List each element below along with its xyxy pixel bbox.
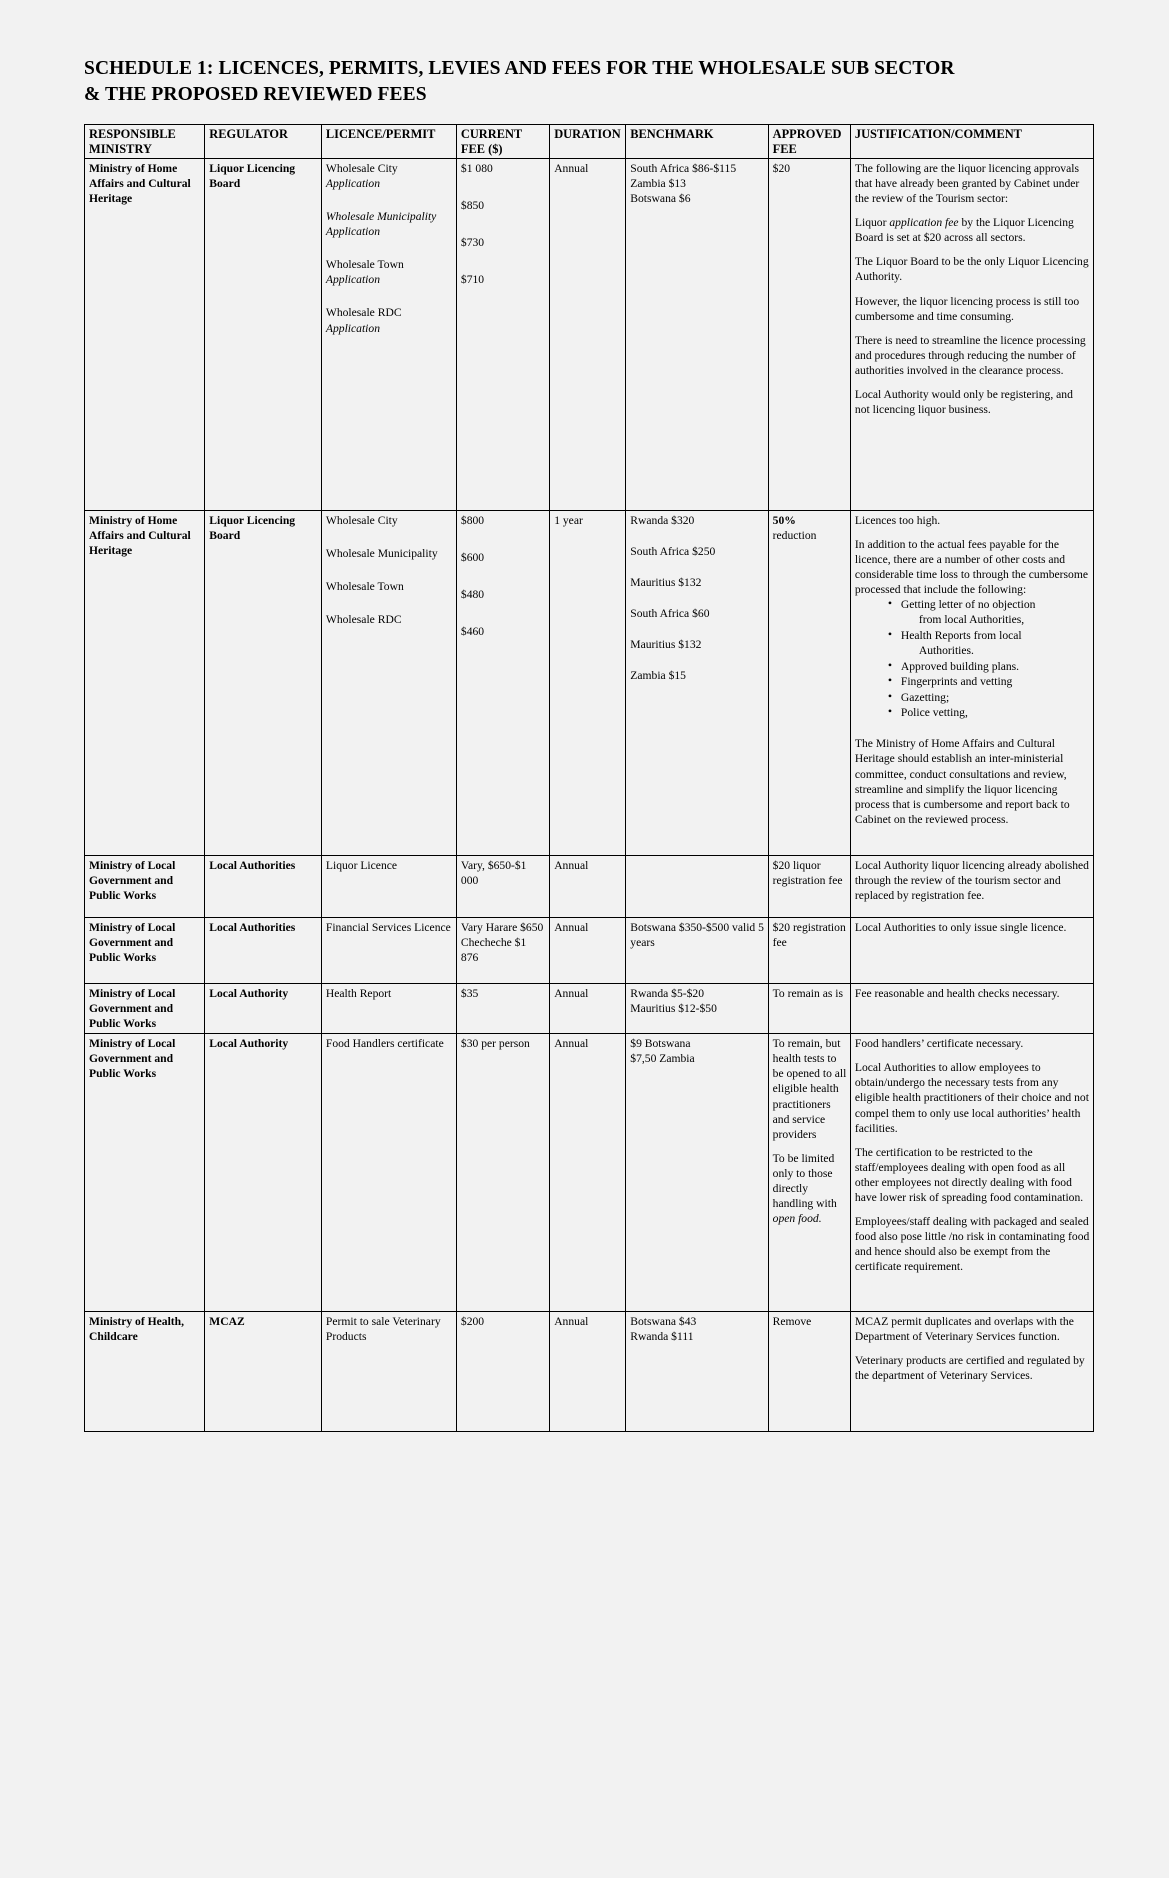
cell-regulator: Local Authorities bbox=[205, 856, 322, 918]
cell-approved-fee bbox=[768, 511, 850, 856]
col-header-licence-permit: LICENCE/PERMIT bbox=[321, 124, 456, 158]
cell-benchmark bbox=[626, 856, 768, 918]
cell-licence-permit: Health Report bbox=[321, 984, 456, 1034]
licence-entry bbox=[326, 209, 453, 239]
cell-duration: Annual bbox=[550, 1312, 626, 1432]
justification-paragraph: Employees/staff dealing with packaged and sealed food also pose little /no risk in contaminating food and hence should also be exempt from the certificate requirement. bbox=[854, 1214, 1090, 1274]
benchmark-item: Rwanda $111 bbox=[630, 1330, 694, 1344]
benchmark-item: Mauritius $12-$50 bbox=[630, 1002, 717, 1016]
cell-approved-fee: $20 registration fee bbox=[768, 918, 850, 984]
cell-justification bbox=[850, 511, 1093, 856]
cell-regulator: Local Authority bbox=[205, 1034, 322, 1312]
justification-paragraph: Veterinary products are certified and regulated by the department of Veterinary Services. bbox=[854, 1354, 1085, 1383]
justification-paragraph: The Ministry of Home Affairs and Cultural Heritage should establish an inter-ministerial committee, conduct consultations and review, streamline and simplify the liquor licencing process that is cumbersome and report back to Cabinet on the reviewed process. bbox=[854, 737, 1070, 826]
licence-subtype: Application bbox=[325, 273, 380, 287]
fee-value: $480 bbox=[460, 588, 485, 602]
col-header-current-fee: CURRENT FEE ($) bbox=[456, 124, 549, 158]
italic-phrase: open food. bbox=[772, 1211, 822, 1225]
cell-approved-fee: $20 bbox=[768, 159, 850, 511]
fee-value: $710 bbox=[460, 273, 485, 287]
cell-duration: Annual bbox=[550, 918, 626, 984]
cell-approved-fee: To remain as is bbox=[768, 984, 850, 1034]
cell-approved-fee: Remove bbox=[768, 1312, 850, 1432]
list-item bbox=[901, 659, 1090, 674]
cell-justification bbox=[850, 159, 1093, 511]
cell-licence-permit bbox=[321, 511, 456, 856]
cell-benchmark: Botswana $350-$500 valid 5 years bbox=[626, 918, 768, 984]
cell-current-fee bbox=[456, 159, 549, 511]
cell-benchmark bbox=[626, 159, 768, 511]
licence-name: Wholesale City bbox=[325, 162, 398, 176]
justification-paragraph: Local Authority would only be registering, and not licencing liquor business. bbox=[854, 387, 1073, 416]
licence-subtype: Application bbox=[325, 177, 380, 191]
licence-subtype: Application bbox=[325, 321, 380, 335]
cell-regulator: Local Authorities bbox=[205, 918, 322, 984]
cell-current-fee bbox=[456, 511, 549, 856]
licence-name: Wholesale Town bbox=[325, 580, 404, 594]
cell-justification: Local Authority liquor licencing already abolished through the review of the tourism sector and replaced by registration fee. bbox=[850, 856, 1093, 918]
benchmark-item: Mauritius $132 bbox=[630, 638, 702, 652]
cell-licence-permit: Financial Services Licence bbox=[321, 918, 456, 984]
cell-approved-fee: $20 liquor registration fee bbox=[768, 856, 850, 918]
benchmark-item: Botswana $43 bbox=[630, 1315, 697, 1329]
cell-ministry: Ministry of Local Government and Public Works bbox=[85, 856, 205, 918]
table-header-row bbox=[85, 124, 1094, 158]
approved-fee-percent: 50% bbox=[772, 514, 796, 528]
benchmark-item: Botswana $6 bbox=[630, 192, 691, 206]
cell-ministry: Ministry of Home Affairs and Cultural Heritage bbox=[85, 159, 205, 511]
justification-paragraph: The following are the liquor licencing approvals that have already been granted by Cabinet under the review of the Tourism sector: bbox=[854, 162, 1080, 206]
licence-entry bbox=[326, 161, 453, 191]
cell-benchmark bbox=[626, 511, 768, 856]
cell-current-fee: $35 bbox=[456, 984, 549, 1034]
benchmark-item: Rwanda $320 bbox=[630, 514, 695, 528]
cell-current-fee: Vary Harare $650 Checheche $1 876 bbox=[456, 918, 549, 984]
col-header-approved-fee: APPROVED FEE bbox=[768, 124, 850, 158]
cell-ministry: Ministry of Health, Childcare bbox=[85, 1312, 205, 1432]
cell-regulator: MCAZ bbox=[205, 1312, 322, 1432]
approved-fee-note: reduction bbox=[772, 529, 817, 543]
cell-duration: 1 year bbox=[550, 511, 626, 856]
cell-duration: Annual bbox=[550, 1034, 626, 1312]
benchmark-item: South Africa $60 bbox=[630, 607, 710, 621]
col-header-duration: DURATION bbox=[550, 124, 626, 158]
cell-justification bbox=[850, 1034, 1093, 1312]
bullet-text: Getting letter of no objection bbox=[900, 598, 1036, 612]
licence-name: Wholesale City bbox=[325, 514, 398, 528]
bullet-continuation: Authorities. bbox=[918, 644, 974, 658]
cell-regulator: Liquor Licencing Board bbox=[205, 159, 322, 511]
cell-licence-permit bbox=[321, 159, 456, 511]
licence-name: Wholesale RDC bbox=[325, 613, 402, 627]
cell-regulator: Liquor Licencing Board bbox=[205, 511, 322, 856]
list-item bbox=[901, 705, 1090, 720]
bullet-text: Gazetting; bbox=[900, 690, 950, 704]
table-row bbox=[85, 918, 1094, 984]
fee-value: $800 bbox=[460, 514, 485, 528]
col-header-responsible-ministry: RESPONSIBLE MINISTRY bbox=[85, 124, 205, 158]
licence-entry bbox=[326, 305, 453, 335]
cell-regulator: Local Authority bbox=[205, 984, 322, 1034]
cell-justification: Fee reasonable and health checks necessary. bbox=[850, 984, 1093, 1034]
cell-current-fee: $30 per person bbox=[456, 1034, 549, 1312]
benchmark-item: $7,50 Zambia bbox=[630, 1052, 695, 1066]
list-item bbox=[901, 628, 1090, 658]
benchmark-item: $9 Botswana bbox=[630, 1037, 691, 1051]
cell-licence-permit: Permit to sale Veterinary Products bbox=[321, 1312, 456, 1432]
bullet-text: Health Reports from local bbox=[900, 629, 1022, 643]
justification-paragraph: Licences too high. bbox=[854, 514, 941, 528]
licence-name: Wholesale Municipality bbox=[325, 547, 438, 561]
cell-benchmark bbox=[626, 984, 768, 1034]
benchmark-item: Mauritius $132 bbox=[630, 576, 702, 590]
bullet-continuation: from local Authorities, bbox=[918, 613, 1025, 627]
bullet-text: Fingerprints and vetting bbox=[900, 675, 1013, 689]
italic-phrase: application fee bbox=[889, 216, 959, 230]
approved-fee-lead: To be limited only to those directly handling with bbox=[772, 1151, 837, 1210]
schedule-table bbox=[84, 124, 1094, 1432]
cell-ministry: Ministry of Home Affairs and Cultural Heritage bbox=[85, 511, 205, 856]
cell-licence-permit: Liquor Licence bbox=[321, 856, 456, 918]
licence-subtype: Application bbox=[325, 225, 380, 239]
licence-name: Wholesale Municipality bbox=[325, 210, 437, 224]
justification-paragraph: Liquor application fee by the Liquor Licencing Board is set at $20 across all sectors. bbox=[854, 216, 1074, 245]
col-header-benchmark: BENCHMARK bbox=[626, 124, 768, 158]
cell-benchmark bbox=[626, 1034, 768, 1312]
table-row bbox=[85, 159, 1094, 511]
justification-paragraph: However, the liquor licencing process is still too cumbersome and time consuming. bbox=[854, 294, 1080, 323]
fee-value: $1 080 bbox=[460, 162, 493, 176]
cell-duration: Annual bbox=[550, 159, 626, 511]
cell-licence-permit: Food Handlers certificate bbox=[321, 1034, 456, 1312]
table-row bbox=[85, 984, 1094, 1034]
bullet-text: Approved building plans. bbox=[900, 659, 1020, 673]
table-row bbox=[85, 511, 1094, 856]
table-row bbox=[85, 1312, 1094, 1432]
cell-duration: Annual bbox=[550, 856, 626, 918]
cell-current-fee: $200 bbox=[456, 1312, 549, 1432]
approved-fee-paragraph bbox=[773, 1151, 847, 1226]
justification-paragraph: Local Authorities to allow employees to obtain/undergo the necessary tests from any eligible health practitioners of their choice and not compel them to only use local authorities’ health facilities. bbox=[854, 1061, 1089, 1135]
justification-paragraph: MCAZ permit duplicates and overlaps with the Department of Veterinary Services function. bbox=[854, 1315, 1074, 1344]
list-item bbox=[901, 674, 1090, 689]
cell-benchmark bbox=[626, 1312, 768, 1432]
cell-current-fee: Vary, $650-$1 000 bbox=[456, 856, 549, 918]
table-row bbox=[85, 856, 1094, 918]
fee-value: $850 bbox=[460, 199, 485, 213]
justification-paragraph: In addition to the actual fees payable for the licence, there are a number of other costs and considerable time loss to through the cumbersome processed that include the following: bbox=[854, 538, 1088, 597]
fee-value: $460 bbox=[460, 625, 485, 639]
cell-justification bbox=[850, 1312, 1093, 1432]
page-title: SCHEDULE 1: LICENCES, PERMITS, LEVIES AND FEES FOR THE WHOLESALE SUB SECTOR & THE PROPOSED REVIEWED FEES bbox=[84, 58, 955, 105]
justification-paragraph: The Liquor Board to be the only Liquor Licencing Authority. bbox=[854, 255, 1089, 284]
approved-fee-paragraph: To remain, but health tests to be opened to all eligible health practitioners and service providers bbox=[772, 1037, 847, 1141]
justification-paragraph: The certification to be restricted to the staff/employees dealing with open food as all other employees not directly dealing with food have lower risk of spreading food contamination. bbox=[854, 1145, 1084, 1204]
justification-paragraph: There is need to streamline the licence processing and procedures through reducing the number of authorities involved in the clearance process. bbox=[854, 333, 1086, 377]
cell-justification: Local Authorities to only issue single licence. bbox=[850, 918, 1093, 984]
licence-entry bbox=[326, 257, 453, 287]
benchmark-item: Zambia $13 bbox=[630, 177, 686, 191]
benchmark-item: South Africa $250 bbox=[630, 545, 716, 559]
table-row bbox=[85, 1034, 1094, 1312]
justification-paragraph: Food handlers’ certificate necessary. bbox=[854, 1037, 1024, 1051]
fee-value: $730 bbox=[460, 236, 485, 250]
list-item bbox=[901, 597, 1090, 627]
cell-ministry: Ministry of Local Government and Public Works bbox=[85, 1034, 205, 1312]
cell-approved-fee bbox=[768, 1034, 850, 1312]
cell-ministry: Ministry of Local Government and Public Works bbox=[85, 918, 205, 984]
licence-name: Wholesale RDC bbox=[325, 306, 402, 320]
licence-name: Wholesale Town bbox=[325, 258, 404, 272]
col-header-regulator: REGULATOR bbox=[205, 124, 322, 158]
benchmark-item: Rwanda $5-$20 bbox=[630, 987, 705, 1001]
bullet-text: Police vetting, bbox=[900, 706, 968, 720]
col-header-justification-comment: JUSTIFICATION/COMMENT bbox=[850, 124, 1093, 158]
fee-value: $600 bbox=[460, 551, 485, 565]
list-item bbox=[901, 690, 1090, 705]
cell-duration: Annual bbox=[550, 984, 626, 1034]
benchmark-item: South Africa $86-$115 bbox=[630, 162, 737, 176]
justification-bullet-list bbox=[855, 597, 1090, 720]
cell-ministry: Ministry of Local Government and Public Works bbox=[85, 984, 205, 1034]
benchmark-item: Zambia $15 bbox=[630, 669, 686, 683]
